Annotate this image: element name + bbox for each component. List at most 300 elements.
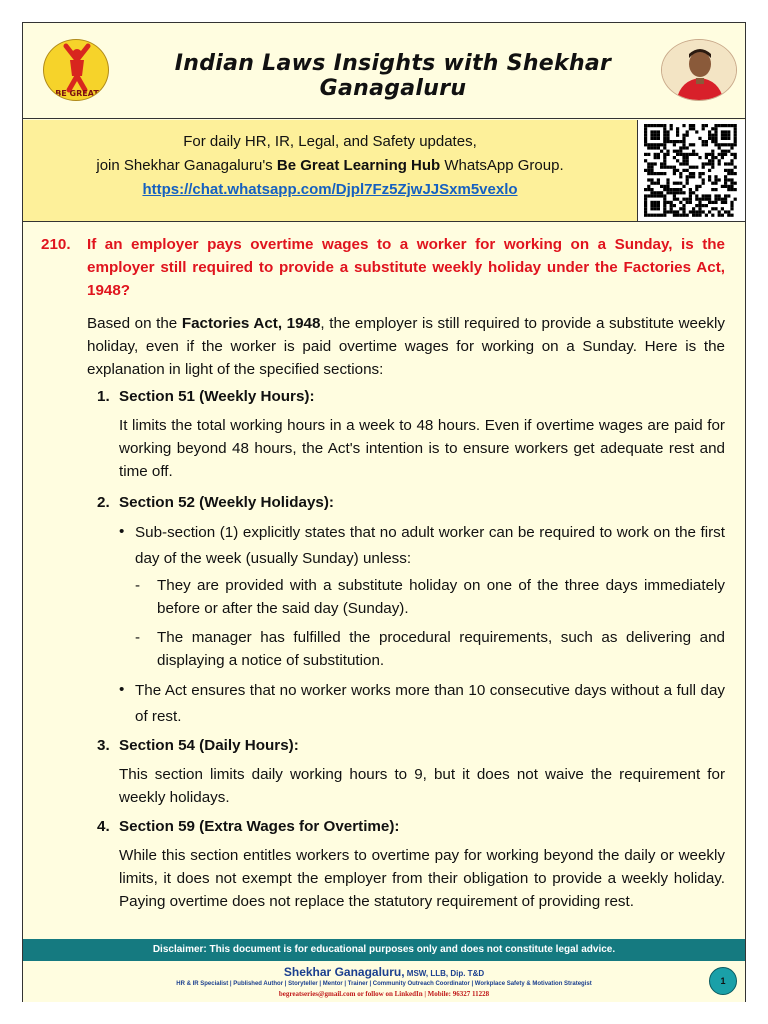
qr-module <box>718 146 721 149</box>
disclaimer-bar: Disclaimer: This document is for educational purposes only and does not constitute legal advice. <box>23 939 745 961</box>
dash-icon: - <box>135 577 141 594</box>
qr-module <box>663 156 666 159</box>
learning-hub-name: Be Great Learning Hub <box>276 157 441 174</box>
qr-module <box>698 198 701 201</box>
qr-module <box>698 214 701 217</box>
qr-module <box>689 153 692 156</box>
dash-text: The manager has fulfilled the procedural requirements, such as delivering and displaying a notice of substitution. <box>157 629 725 669</box>
banner-line-2-pre: join Shekhar Ganagaluru's <box>96 157 277 174</box>
footer-author-name: Shekhar Ganagaluru, <box>283 965 405 979</box>
qr-module <box>721 137 724 140</box>
footer-contact: begreatseries@gmail.com or follow on LinkedIn | Mobile: 96327 11228 <box>278 990 490 998</box>
qr-module <box>663 172 666 175</box>
qr-module <box>666 134 669 137</box>
qr-module <box>692 166 695 169</box>
qr-module <box>711 214 714 217</box>
qr-module <box>679 207 682 210</box>
qr-module <box>698 156 701 159</box>
qr-module <box>679 140 682 143</box>
qr-module <box>650 182 653 185</box>
qr-module <box>705 198 708 201</box>
qr-module <box>724 194 727 197</box>
qr-module <box>714 182 717 185</box>
qr-module <box>644 169 647 172</box>
qr-module <box>698 201 701 204</box>
qr-module <box>647 143 650 146</box>
qr-module <box>689 188 692 191</box>
qr-module <box>711 156 714 159</box>
page-number-badge: 1 <box>709 967 737 995</box>
qr-module <box>724 175 727 178</box>
qr-module <box>711 159 714 162</box>
qr-module <box>676 150 679 153</box>
qr-module <box>718 194 721 197</box>
qr-module <box>702 182 705 185</box>
qr-module <box>692 207 695 210</box>
qr-module <box>721 185 724 188</box>
qr-module <box>711 140 714 143</box>
section-number: 2. <box>97 494 110 511</box>
qr-module <box>711 150 714 153</box>
qr-module <box>663 201 666 204</box>
qr-module <box>644 207 647 210</box>
qr-module <box>660 162 663 165</box>
qr-module <box>686 169 689 172</box>
qr-module <box>666 191 669 194</box>
qr-module <box>734 140 737 143</box>
qr-module <box>686 201 689 204</box>
qr-module <box>692 172 695 175</box>
qr-module <box>686 178 689 181</box>
qr-module <box>686 146 689 149</box>
qr-module <box>734 198 737 201</box>
qr-module <box>682 162 685 165</box>
qr-module <box>711 182 714 185</box>
qr-module <box>734 166 737 169</box>
qr-module <box>654 130 657 133</box>
qr-module <box>666 185 669 188</box>
qr-module <box>654 146 657 149</box>
qr-module <box>660 214 663 217</box>
qr-module <box>730 169 733 172</box>
whatsapp-group-link[interactable]: https://chat.whatsapp.com/Djpl7Fz5ZjwJJSxm5vexlo <box>142 181 518 198</box>
qr-module <box>654 162 657 165</box>
qr-module <box>650 188 653 191</box>
qr-module <box>673 172 676 175</box>
qr-module <box>650 162 653 165</box>
qr-module <box>663 185 666 188</box>
qr-module <box>734 172 737 175</box>
qr-module <box>711 134 714 137</box>
qr-module <box>657 178 660 181</box>
qr-module <box>734 156 737 159</box>
qr-module <box>666 178 669 181</box>
page-footer <box>23 961 745 1002</box>
banner-text <box>23 130 637 202</box>
qr-module <box>647 169 650 172</box>
qr-module <box>708 210 711 213</box>
qr-module <box>660 150 663 153</box>
qr-module <box>708 153 711 156</box>
qr-module <box>650 204 653 207</box>
qr-module <box>718 162 721 165</box>
qr-module <box>644 127 647 130</box>
qr-module <box>660 124 663 127</box>
qr-module <box>705 204 708 207</box>
qr-module <box>676 134 679 137</box>
qr-module <box>666 150 669 153</box>
qr-module <box>727 150 730 153</box>
qr-module <box>673 143 676 146</box>
qr-module <box>676 127 679 130</box>
qr-module <box>647 185 650 188</box>
footer-credentials: MSW, LLB, Dip. T&D <box>404 969 485 978</box>
qr-module <box>711 137 714 140</box>
qr-module <box>654 214 657 217</box>
qr-module <box>730 188 733 191</box>
qr-module <box>718 178 721 181</box>
qr-module <box>657 194 660 197</box>
banner-line-1: For daily HR, IR, Legal, and Safety updates, <box>183 133 477 150</box>
qr-module <box>714 194 717 197</box>
qr-module <box>682 204 685 207</box>
qr-module <box>670 210 673 213</box>
qr-module <box>718 214 721 217</box>
qr-module <box>657 153 660 156</box>
qr-module <box>708 137 711 140</box>
qr-module <box>692 124 695 127</box>
whatsapp-banner <box>23 120 745 222</box>
qr-module <box>714 175 717 178</box>
qr-module <box>689 127 692 130</box>
qr-module <box>689 124 692 127</box>
qr-module <box>724 130 727 133</box>
qr-module <box>711 162 714 165</box>
qr-module <box>663 194 666 197</box>
qr-module <box>727 194 730 197</box>
qr-module <box>650 134 653 137</box>
qr-module <box>660 191 663 194</box>
qr-module <box>702 198 705 201</box>
qr-module <box>663 204 666 207</box>
qr-module <box>705 124 708 127</box>
qr-module <box>698 207 701 210</box>
section-body: This section limits daily working hours to 9, but it does not waive the requirement for weekly holidays. <box>119 766 725 806</box>
qr-module <box>654 143 657 146</box>
qr-module <box>730 172 733 175</box>
qr-module <box>714 188 717 191</box>
qr-module <box>644 140 647 143</box>
qr-module <box>705 214 708 217</box>
qr-module <box>692 127 695 130</box>
qr-module <box>714 156 717 159</box>
qr-module <box>682 159 685 162</box>
qr-module <box>708 130 711 133</box>
qr-module <box>663 198 666 201</box>
qr-module <box>676 191 679 194</box>
qr-module <box>673 169 676 172</box>
qr-module <box>734 188 737 191</box>
qr-module <box>724 134 727 137</box>
qr-module <box>670 191 673 194</box>
qr-module <box>666 130 669 133</box>
qr-module <box>650 207 653 210</box>
qr-module <box>714 137 717 140</box>
qr-module <box>689 172 692 175</box>
header-title: Indian Laws Insights with Shekhar Ganagaluru <box>174 51 612 101</box>
qr-module <box>679 182 682 185</box>
qr-module <box>695 188 698 191</box>
qr-module <box>654 134 657 137</box>
question-number: 210. <box>41 236 71 253</box>
qr-module <box>686 162 689 165</box>
dash-text: They are provided with a substitute holiday on one of the three days immediately before or after the said day (Sunday). <box>157 577 725 617</box>
qr-module <box>686 214 689 217</box>
qr-module <box>654 153 657 156</box>
qr-module <box>686 159 689 162</box>
qr-module <box>698 204 701 207</box>
section-heading <box>97 491 725 514</box>
qr-module <box>673 166 676 169</box>
qr-module <box>663 143 666 146</box>
qr-module <box>724 185 727 188</box>
qr-module <box>686 134 689 137</box>
qr-module <box>695 204 698 207</box>
qr-module <box>718 198 721 201</box>
qr-module <box>644 134 647 137</box>
qr-module <box>663 127 666 130</box>
sections-list <box>97 385 725 913</box>
qr-module <box>663 210 666 213</box>
qr-module <box>644 204 647 207</box>
dash-item <box>135 574 725 620</box>
qr-module <box>654 201 657 204</box>
qr-module <box>663 137 666 140</box>
qr-module <box>670 207 673 210</box>
qr-module <box>695 153 698 156</box>
qr-module <box>689 201 692 204</box>
qr-module <box>708 175 711 178</box>
qr-module <box>682 140 685 143</box>
section-body: It limits the total working hours in a week to 48 hours. Even if overtime wages are paid for working beyond 48 hours, the Act's intention is to ensure workers get adequate rest and time off. <box>119 417 725 480</box>
qr-module <box>666 210 669 213</box>
qr-module <box>686 198 689 201</box>
qr-module <box>647 124 650 127</box>
qr-module <box>692 214 695 217</box>
qr-module <box>650 191 653 194</box>
qr-code[interactable] <box>637 120 745 221</box>
qr-module <box>673 150 676 153</box>
qr-module <box>654 172 657 175</box>
qr-module <box>644 194 647 197</box>
qr-module <box>673 210 676 213</box>
qr-module <box>686 130 689 133</box>
qr-module <box>663 188 666 191</box>
qr-module <box>647 214 650 217</box>
qr-module <box>724 150 727 153</box>
qr-module <box>650 194 653 197</box>
qr-module <box>734 124 737 127</box>
qr-module <box>676 182 679 185</box>
qr-module <box>679 201 682 204</box>
qr-module <box>670 140 673 143</box>
qr-module <box>689 143 692 146</box>
qr-module <box>650 166 653 169</box>
qr-module <box>682 169 685 172</box>
qr-module <box>682 146 685 149</box>
qr-module <box>650 124 653 127</box>
section-heading <box>97 385 725 408</box>
qr-module <box>686 175 689 178</box>
qr-module <box>689 210 692 213</box>
section-title: Section 52 (Weekly Holidays): <box>119 494 334 511</box>
qr-module <box>670 127 673 130</box>
dash-icon: - <box>135 629 141 646</box>
main-content <box>23 233 745 913</box>
qr-module <box>718 159 721 162</box>
qr-module <box>718 124 721 127</box>
qr-module <box>673 188 676 191</box>
qr-module <box>654 182 657 185</box>
qr-module <box>647 188 650 191</box>
banner-line-2-post: WhatsApp Group. <box>440 157 564 174</box>
qr-module <box>676 188 679 191</box>
section-number: 4. <box>97 818 110 835</box>
bullet-text: Sub-section (1) explicitly states that no adult worker can be required to work on the first day of the week (usually Sunday) unless: <box>135 524 725 567</box>
qr-module <box>702 143 705 146</box>
qr-module <box>695 210 698 213</box>
qr-module <box>673 204 676 207</box>
qr-module <box>666 166 669 169</box>
qr-module <box>682 124 685 127</box>
qr-module <box>654 207 657 210</box>
qr-module <box>714 201 717 204</box>
qr-module <box>718 210 721 213</box>
qr-module <box>657 146 660 149</box>
qr-module <box>705 153 708 156</box>
qr-module <box>695 185 698 188</box>
qr-module <box>714 178 717 181</box>
qr-module <box>663 207 666 210</box>
qr-module <box>721 124 724 127</box>
qr-module <box>730 124 733 127</box>
qr-module <box>708 162 711 165</box>
qr-module <box>730 214 733 217</box>
qr-module <box>660 185 663 188</box>
qr-module <box>686 156 689 159</box>
svg-text:BE GREAT: BE GREAT <box>55 89 99 98</box>
qr-module <box>657 201 660 204</box>
qr-module <box>650 172 653 175</box>
qr-module <box>708 194 711 197</box>
qr-module <box>682 214 685 217</box>
qr-module <box>734 143 737 146</box>
intro-paragraph <box>87 312 725 381</box>
qr-module <box>654 194 657 197</box>
qr-module <box>708 178 711 181</box>
qr-module <box>724 210 727 213</box>
footer-roles: HR & IR Specialist | Published Author | Storyteller | Mentor | Trainer | Community Outreach Coordinator | Workplace Safety & Motivation Strategist <box>176 981 592 987</box>
footer-author <box>23 965 745 979</box>
qr-module <box>711 153 714 156</box>
qr-module <box>654 191 657 194</box>
qr-module <box>734 130 737 133</box>
qr-module <box>682 153 685 156</box>
qr-module <box>644 159 647 162</box>
qr-module <box>692 143 695 146</box>
qr-module <box>711 201 714 204</box>
qr-module <box>734 127 737 130</box>
qr-module <box>721 214 724 217</box>
qr-module <box>686 153 689 156</box>
qr-module <box>650 178 653 181</box>
qr-module <box>647 153 650 156</box>
qr-module <box>689 191 692 194</box>
document-page <box>22 22 746 1002</box>
qr-module <box>682 191 685 194</box>
qr-module <box>721 156 724 159</box>
qr-module <box>692 150 695 153</box>
qr-module <box>727 134 730 137</box>
qr-module <box>734 134 737 137</box>
qr-module <box>657 130 660 133</box>
qr-module <box>666 182 669 185</box>
qr-module <box>663 162 666 165</box>
qr-module <box>679 175 682 178</box>
qr-module <box>708 201 711 204</box>
qr-module <box>698 175 701 178</box>
qr-module <box>695 194 698 197</box>
qr-module <box>714 134 717 137</box>
qr-module <box>734 153 737 156</box>
qr-module <box>663 166 666 169</box>
qr-module <box>705 156 708 159</box>
qr-module <box>673 214 676 217</box>
qr-module <box>657 143 660 146</box>
qr-module <box>670 166 673 169</box>
qr-module <box>657 182 660 185</box>
qr-module <box>666 201 669 204</box>
qr-module <box>654 137 657 140</box>
qr-module <box>663 159 666 162</box>
qr-module <box>673 140 676 143</box>
qr-module <box>679 146 682 149</box>
qr-module <box>686 182 689 185</box>
qr-module <box>663 134 666 137</box>
qr-module <box>676 169 679 172</box>
qr-module <box>673 198 676 201</box>
qr-module <box>702 166 705 169</box>
qr-module <box>647 162 650 165</box>
qr-module <box>657 134 660 137</box>
qr-module <box>708 169 711 172</box>
qr-module <box>702 140 705 143</box>
qr-module <box>679 153 682 156</box>
qr-module <box>650 137 653 140</box>
qr-module <box>644 137 647 140</box>
qr-module <box>650 201 653 204</box>
qr-module <box>666 137 669 140</box>
qr-module <box>647 172 650 175</box>
qr-module <box>727 172 730 175</box>
qr-module <box>714 130 717 133</box>
qr-module <box>721 207 724 210</box>
qr-module <box>644 198 647 201</box>
qr-module <box>702 172 705 175</box>
qr-module <box>647 146 650 149</box>
question-text: If an employer pays overtime wages to a worker for working on a Sunday, is the employer still required to provide a substitute weekly holiday under the Factories Act, 1948? <box>87 236 725 299</box>
bullet-text: The Act ensures that no worker works more than 10 consecutive days without a full day of rest. <box>135 682 725 725</box>
